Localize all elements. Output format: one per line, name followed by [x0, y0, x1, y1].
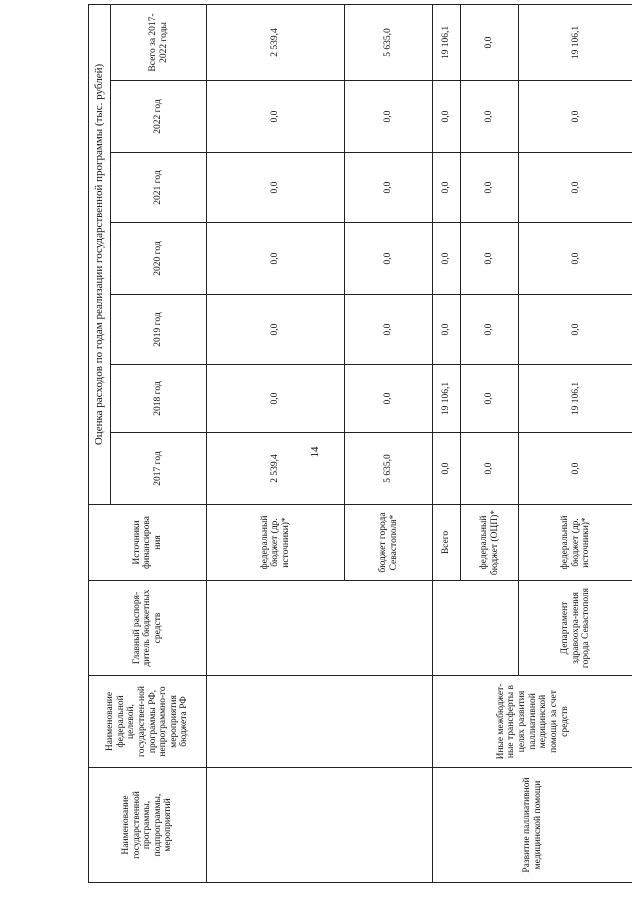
source-cell: бюджет города Севастополя* [345, 505, 433, 581]
source-cell: федеральный бюджет (др. источники)* [207, 505, 345, 581]
value-cell: 0,0 [461, 223, 519, 295]
value-cell: 0,0 [433, 153, 461, 223]
value-cell: 2 539,4 [207, 5, 345, 81]
value-cell: 19 106,1 [519, 5, 632, 81]
federal-program-name-cell: Иные межбюджет-ные трансферты в целях развития паллиативной медицинской помощи за счет средств [433, 676, 632, 768]
value-cell: 0,0 [461, 81, 519, 153]
header-federal-program: Наименование федеральной целевой, государствен-ной программы РФ, непрограммно-го мероприятия бюджета РФ [89, 676, 207, 768]
header-program: Наименование государственной программы, подпрограммы, мероприятий [89, 768, 207, 883]
header-year: 2022 год [111, 81, 207, 153]
header-total: Всего за 2017-2022 годы [111, 5, 207, 81]
value-cell: 0,0 [519, 223, 632, 295]
value-cell: 0,0 [461, 153, 519, 223]
value-cell: 5 635,0 [345, 433, 433, 505]
value-cell: 0,0 [207, 295, 345, 365]
value-cell: 0,0 [433, 223, 461, 295]
value-cell: 0,0 [433, 295, 461, 365]
value-cell: 0,0 [519, 295, 632, 365]
federal-cell-empty [207, 676, 433, 768]
budget-table [88, 4, 632, 883]
rotated-table-container [88, 13, 632, 883]
value-cell: 0,0 [207, 223, 345, 295]
program-name-cell: Развитие паллиативной медицинской помощи [433, 768, 632, 883]
program-cell-empty [207, 768, 433, 883]
value-cell: 2 539,4 [207, 433, 345, 505]
admin-cell-empty [433, 581, 519, 676]
value-cell: 0,0 [207, 81, 345, 153]
value-cell: 0,0 [461, 365, 519, 433]
value-cell: 5 635,0 [345, 5, 433, 81]
header-admin: Главный распоря-дитель бюджетных средств [89, 581, 207, 676]
value-cell: 0,0 [461, 433, 519, 505]
value-cell: 19 106,1 [433, 365, 461, 433]
value-cell: 0,0 [519, 153, 632, 223]
value-cell: 0,0 [461, 295, 519, 365]
header-year: 2020 год [111, 223, 207, 295]
header-year: 2019 год [111, 295, 207, 365]
page-number: 14 [309, 446, 321, 458]
source-cell: федеральный бюджет (ОЦП)* [461, 505, 519, 581]
header-year: 2017 год [111, 433, 207, 505]
value-cell: 0,0 [207, 153, 345, 223]
value-cell: 0,0 [433, 433, 461, 505]
value-cell: 0,0 [519, 433, 632, 505]
header-year: 2021 год [111, 153, 207, 223]
value-cell: 0,0 [345, 365, 433, 433]
header-year: 2018 год [111, 365, 207, 433]
value-cell: 0,0 [345, 81, 433, 153]
header-source: Источники финансирова ния [89, 505, 207, 581]
value-cell: 0,0 [345, 295, 433, 365]
header-estimate: Оценка расходов по годам реализации государственной программы (тыс. рублей) [89, 5, 111, 505]
value-cell: 0,0 [345, 153, 433, 223]
value-cell: 0,0 [519, 81, 632, 153]
value-cell: 19 106,1 [433, 5, 461, 81]
source-cell: федеральный бюджет (др. источники)* [519, 505, 632, 581]
value-cell: 0,0 [433, 81, 461, 153]
admin-name-cell: Департамент здравоохра-нения города Севастополя [519, 581, 632, 676]
value-cell: 0,0 [207, 365, 345, 433]
value-cell: 0,0 [461, 5, 519, 81]
admin-cell-empty [207, 581, 433, 676]
source-cell-total: Всего [433, 505, 461, 581]
value-cell: 0,0 [345, 223, 433, 295]
value-cell: 19 106,1 [519, 365, 632, 433]
